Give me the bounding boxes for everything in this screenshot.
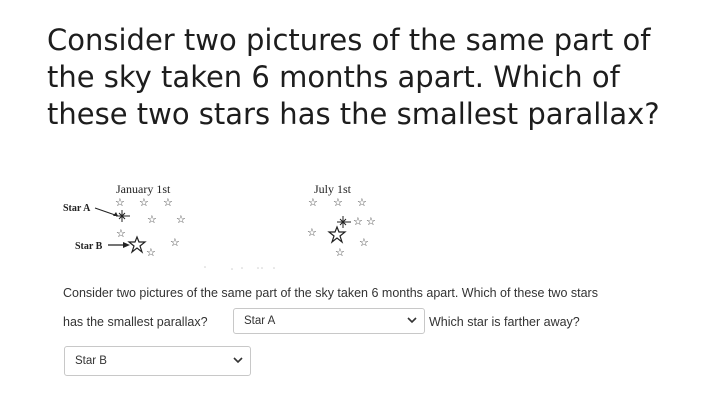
- january-caption: January 1st: [116, 182, 171, 196]
- arrow-head-icon: [123, 242, 130, 248]
- question-title-line: the sky taken 6 months apart. Which of: [47, 60, 620, 94]
- parallax-figure: [60, 180, 420, 275]
- star-icon: ☆: [357, 196, 367, 209]
- star-icon: ☆: [115, 196, 125, 209]
- star-b-open-star-icon: [129, 237, 145, 252]
- faint-dots: [204, 266, 275, 270]
- star-a-label: Star A: [63, 203, 91, 214]
- smallest-parallax-selected: Star A: [244, 315, 276, 327]
- star-a-cross-icon: [116, 210, 130, 222]
- star-icon: ☆: [116, 227, 126, 240]
- question-title: [47, 22, 707, 133]
- star-icon: ☆: [366, 215, 376, 228]
- star-icon: ☆: [170, 236, 180, 249]
- question-title-line: these two stars has the smallest parallax?: [47, 97, 660, 131]
- farther-away-select[interactable]: [64, 346, 251, 376]
- july-caption: July 1st: [314, 182, 352, 196]
- chevron-down-icon: [232, 352, 244, 370]
- prompt-line-1: Consider two pictures of the same part of the sky taken 6 months apart. Which of these two stars: [63, 286, 598, 300]
- star-icon: ☆: [163, 196, 173, 209]
- star-icon: ☆: [176, 213, 186, 226]
- star-b-open-star-icon: [329, 227, 345, 242]
- smallest-parallax-select[interactable]: [233, 308, 425, 334]
- prompt-line-2-suffix: Which star is farther away?: [429, 315, 580, 329]
- prompt-line-2-prefix: has the smallest parallax?: [63, 315, 208, 329]
- star-icon: ☆: [139, 196, 149, 209]
- star-icon: ☆: [353, 215, 363, 228]
- star-icon: ☆: [359, 236, 369, 249]
- farther-away-selected: Star B: [75, 355, 107, 367]
- star-b-label: Star B: [75, 241, 103, 252]
- star-icon: ☆: [335, 246, 345, 259]
- question-title-line: Consider two pictures of the same part of: [47, 23, 651, 57]
- star-icon: ☆: [147, 213, 157, 226]
- star-a-cross-icon: [337, 216, 351, 228]
- star-icon: ☆: [307, 226, 317, 239]
- star-icon: ☆: [308, 196, 318, 209]
- chevron-down-icon: [406, 312, 418, 330]
- star-icon: ☆: [146, 246, 156, 259]
- star-icon: ☆: [333, 196, 343, 209]
